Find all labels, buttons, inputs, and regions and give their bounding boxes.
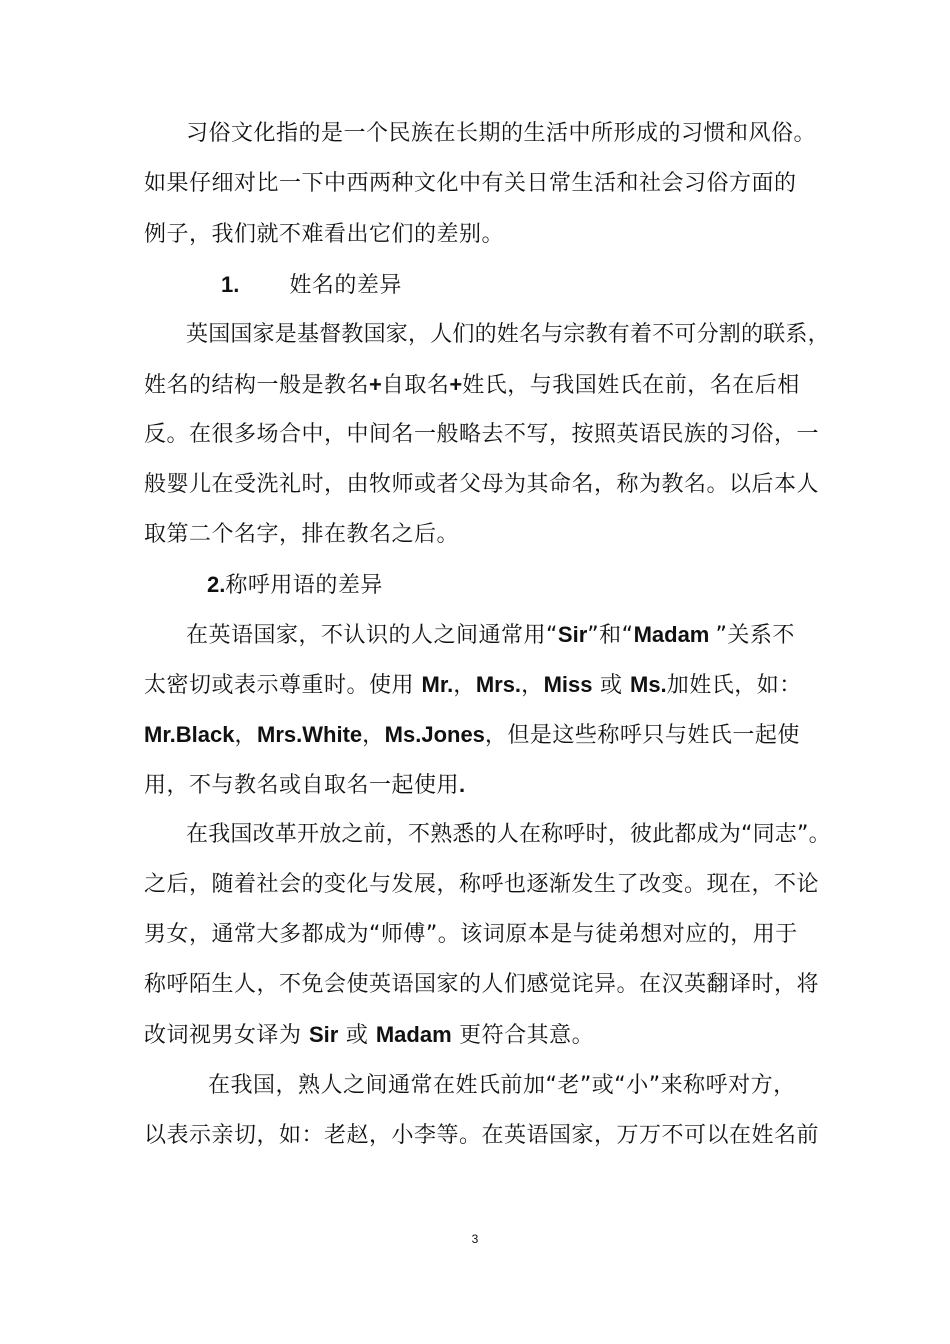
term-madam: Madam [375, 1022, 452, 1047]
example-name: Ms.Jones [384, 722, 485, 747]
paragraph-line: 习俗文化指的是一个民族在长期的生活中所形成的习惯和风俗。 [186, 121, 817, 146]
text-run: ， [234, 723, 258, 748]
paragraph-line: 英国国家是基督教国家，人们的姓名与宗教有着不可分割的联系， [186, 322, 830, 347]
paragraph-line: 般婴儿在受洗礼时，由牧师或者父母为其命名，称为教名。以后本人 [144, 472, 820, 497]
term-sir: Sir [309, 1022, 339, 1047]
paragraph-line [186, 620, 795, 651]
page-number: 3 [471, 1232, 479, 1246]
paragraph-line: 之后，随着社会的变化与发展，称呼也逐渐发生了改变。现在，不论 [144, 872, 820, 897]
section-heading [221, 270, 402, 301]
paragraph-line: 如果仔细对比一下中西两种文化中有关日常生活和社会习俗方面的 [144, 171, 797, 196]
text-run: ， [362, 723, 385, 748]
paragraph-line [144, 1020, 594, 1051]
text-run: 或 [338, 1023, 376, 1048]
text-run: 在英语国家，不认识的人之间通常用“ [186, 623, 558, 648]
example-name: Mr.Black [144, 722, 235, 747]
paragraph-line: 称呼陌生人，不免会使英语国家的人们感觉诧异。在汉英翻译时，将 [144, 972, 820, 997]
paragraph-line [144, 670, 802, 701]
text-run: 用，不与教名或自取名一起使用 [144, 773, 460, 798]
term-mr: Mr. [421, 672, 454, 697]
plus-sign: + [449, 372, 463, 397]
term-madam: Madam [633, 622, 716, 647]
text-run: ，但是这些称呼只与姓氏一起使 [484, 723, 800, 748]
term-miss: Miss [543, 672, 593, 697]
paragraph-line: 反。在很多场合中，中间名一般略去不写，按照英语民族的习俗，一 [144, 422, 820, 447]
text-run: 姓名的结构一般是教名 [144, 373, 370, 398]
heading-number: 2. [207, 572, 226, 597]
heading-title: 姓名的差异 [289, 273, 402, 298]
section-heading [207, 570, 383, 601]
heading-title: 称呼用语的差异 [225, 573, 383, 598]
text-run: 加姓氏，如： [666, 673, 802, 698]
text-run: 更符合其意。 [451, 1023, 595, 1048]
heading-number: 1. [221, 272, 240, 297]
example-name: Mrs.White [257, 722, 363, 747]
paragraph-line: 男女，通常大多都成为“师傅”。该词原本是与徒弟想对应的，用于 [144, 922, 798, 947]
plus-sign: + [369, 372, 382, 397]
term-sir: Sir [557, 622, 588, 647]
paragraph-line: 在我国，熟人之间通常在姓氏前加“老”或“小”来称呼对方， [208, 1073, 796, 1098]
term-mrs: Mrs. [475, 672, 522, 697]
text-run: ， [521, 673, 544, 698]
text-run: 自取名 [381, 373, 450, 398]
period: . [459, 772, 466, 797]
text-run: 姓氏，与我国姓氏在前，名在后相 [462, 373, 800, 398]
paragraph-line: 在我国改革开放之前，不熟悉的人在称呼时，彼此都成为“同志”。 [186, 822, 831, 847]
paragraph-line: 以表示亲切，如：老赵，小李等。在英语国家，万万不可以在姓名前 [144, 1123, 820, 1148]
paragraph-line: 例子，我们就不难看出它们的差别。 [144, 222, 505, 247]
text-run: 太密切或表示尊重时。使用 [144, 673, 422, 698]
term-ms: Ms. [630, 672, 667, 697]
text-run: 或 [592, 673, 630, 698]
text-run: 改词视男女译为 [144, 1023, 309, 1048]
paragraph-line: 取第二个名字，排在教名之后。 [144, 522, 460, 547]
paragraph-line [144, 770, 465, 801]
paragraph-line [144, 720, 800, 751]
paragraph-line [144, 370, 800, 401]
text-run: ”关系不 [715, 623, 795, 648]
text-run: ”和“ [587, 623, 634, 648]
text-run: ， [453, 673, 476, 698]
